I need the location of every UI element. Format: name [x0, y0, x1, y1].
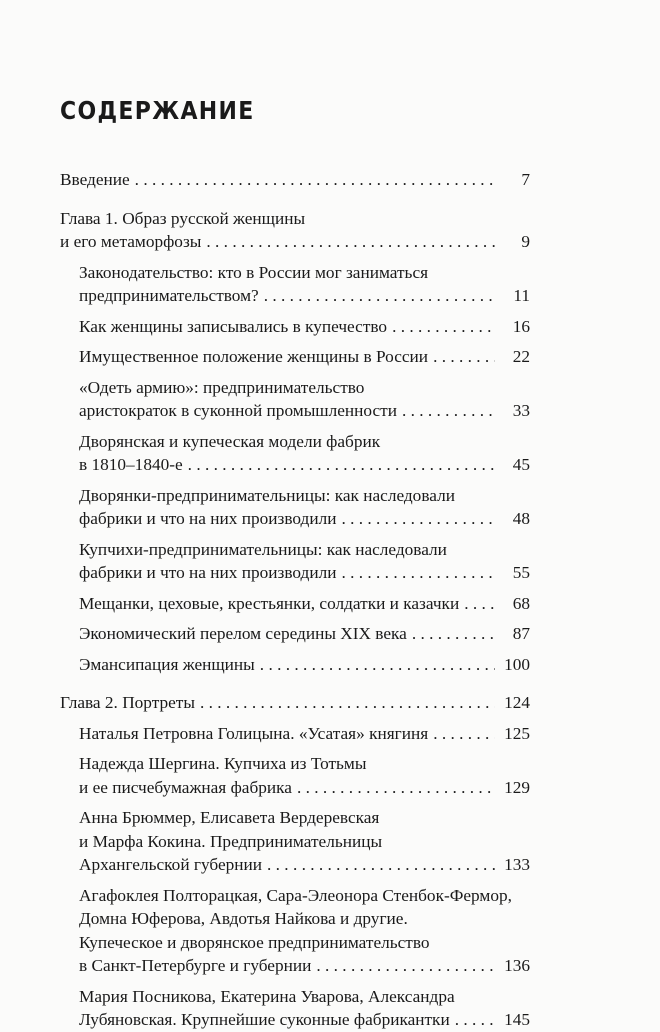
leader-dots — [433, 722, 495, 746]
toc-entry-section[interactable] — [79, 430, 530, 477]
leader-dots — [341, 561, 495, 585]
leader-dots — [316, 954, 495, 978]
toc-entry-section[interactable] — [79, 806, 530, 877]
toc-entry-title: предпринимательством? — [79, 286, 259, 305]
leader-dots — [135, 168, 495, 192]
toc-entry-title: Купеческое и дворянское предпринимательство — [79, 932, 430, 952]
toc-entry-title: Глава 2. Портреты — [60, 693, 195, 712]
toc-entry-title: Введение — [60, 170, 130, 189]
page-number: 22 — [512, 347, 530, 366]
toc-entry-section[interactable] — [79, 261, 530, 308]
toc-entry-section[interactable] — [79, 653, 530, 677]
leader-dots — [341, 507, 495, 531]
toc-entry-title: Дворянская и купеческая модели фабрик — [79, 431, 381, 451]
page-number: 129 — [504, 777, 530, 797]
page-number: 7 — [521, 170, 530, 189]
leader-dots — [267, 853, 495, 877]
leader-dots — [206, 230, 495, 254]
toc-entry-title: Агафоклея Полторацкая, Сара-Элеонора Стенбок-Фермор, — [79, 885, 512, 905]
page-number: 16 — [512, 316, 530, 336]
page-number: 9 — [521, 232, 530, 251]
toc-entry-section[interactable] — [79, 538, 530, 585]
toc-entry-chapter-2[interactable] — [60, 691, 530, 715]
toc-entry-title: в Санкт-Петербурге и губернии — [79, 956, 312, 975]
toc-entry-section[interactable] — [79, 592, 530, 616]
toc-entry-title: Как женщины записывались в купечество — [79, 316, 388, 336]
toc-entry-title: и Марфа Кокина. Предпринимательницы — [79, 831, 383, 851]
leader-dots — [412, 622, 495, 646]
leader-dots — [455, 1008, 495, 1032]
page-number: 45 — [512, 455, 530, 474]
toc-entry-section[interactable] — [79, 315, 530, 339]
page-number: 87 — [512, 624, 530, 643]
toc-entry-title: Надежда Шергина. Купчиха из Тотьмы — [79, 754, 367, 773]
page-number: 55 — [512, 563, 530, 582]
toc-entry-introduction[interactable] — [60, 168, 530, 192]
leader-dots — [188, 453, 495, 477]
toc-entry-section[interactable] — [79, 752, 530, 799]
toc-entry-title: Глава 1. Образ русской женщины — [60, 208, 306, 228]
toc-entry-title: Имущественное положение женщины в России — [79, 347, 429, 366]
toc-entry-title: в 1810–1840-е — [79, 455, 183, 474]
toc-entry-section[interactable] — [79, 884, 530, 978]
toc-entry-title: Дворянки-предпринимательницы: как наследовали — [79, 485, 455, 505]
toc-entry-title: Лубяновская. Крупнейшие суконные фабрикантки — [79, 1010, 450, 1029]
toc-entry-title: Мария Посникова, Екатерина Уварова, Александра — [79, 986, 455, 1006]
leader-dots — [464, 592, 495, 616]
leader-dots — [402, 399, 495, 423]
leader-dots — [264, 284, 495, 308]
toc-entry-section[interactable] — [79, 484, 530, 531]
page-number: 48 — [512, 509, 530, 528]
toc-entry-title: Экономический перелом середины XIX века — [79, 624, 407, 643]
toc-entry-title: «Одеть армию»: предпринимательство — [79, 377, 365, 397]
toc-entry-title: Наталья Петровна Голицына. «Усатая» княгиня — [79, 723, 429, 743]
toc-entry-title: Эмансипация женщины — [79, 654, 255, 674]
toc-entry-title: фабрики и что на них производили — [79, 509, 337, 528]
toc-entry-title: Мещанки, цеховые, крестьянки, солдатки и казачки — [79, 593, 460, 613]
page-number: 68 — [512, 593, 530, 613]
page-number: 145 — [504, 1010, 530, 1029]
toc-entry-title: и его метаморфозы — [60, 232, 202, 251]
toc-entry-title: Законодательство: кто в России мог заниматься — [79, 262, 429, 282]
toc-entry-section[interactable] — [79, 985, 530, 1032]
leader-dots — [392, 315, 495, 339]
page-number: 11 — [513, 286, 530, 305]
toc-entry-chapter-1[interactable] — [60, 207, 530, 254]
toc-entry-title: Домна Юферова, Авдотья Найкова и другие. — [79, 909, 408, 928]
toc-entry-title: Анна Брюммер, Елисавета Вердеревская — [79, 808, 380, 827]
leader-dots — [297, 776, 495, 800]
page-number: 124 — [504, 693, 530, 712]
page-number: 125 — [504, 723, 530, 743]
toc-entry-title: Архангельской губернии — [79, 855, 263, 874]
page-number: 100 — [504, 654, 530, 674]
toc-entry-section[interactable] — [79, 622, 530, 646]
toc-entry-title: аристократок в суконной промышленности — [79, 401, 397, 420]
leader-dots — [260, 653, 495, 677]
page-number: 133 — [504, 855, 530, 874]
toc-entry-section[interactable] — [79, 722, 530, 746]
toc-entry-title: фабрики и что на них производили — [79, 563, 337, 582]
toc-entry-title: и ее писчебумажная фабрика — [79, 777, 292, 797]
page-title: СОДЕРЖАНИЕ — [60, 96, 255, 125]
toc-entry-section[interactable] — [79, 345, 530, 369]
leader-dots — [433, 345, 495, 369]
toc-entry-title: Купчихи-предпринимательницы: как наследовали — [79, 539, 447, 559]
toc-entry-section[interactable] — [79, 376, 530, 423]
table-of-contents — [60, 168, 530, 1032]
leader-dots — [200, 691, 495, 715]
page-number: 136 — [504, 956, 530, 975]
page-number: 33 — [512, 401, 530, 420]
